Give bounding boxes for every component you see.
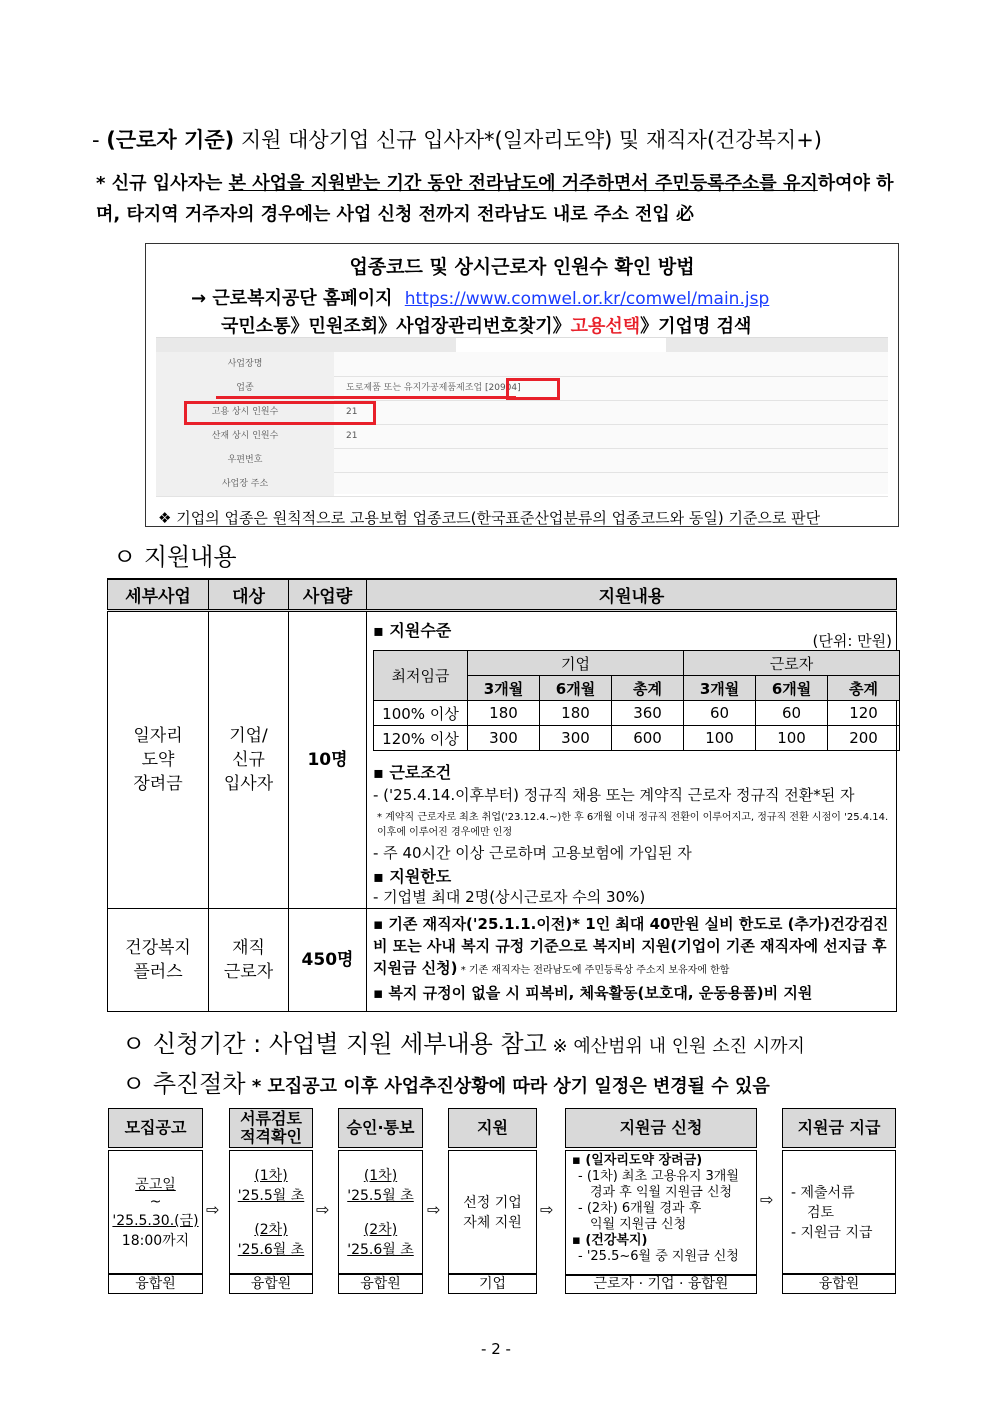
body-line: (2차) [254,1222,288,1238]
arrow-icon: ⇨ [316,1200,330,1219]
company-6m: 6개월 [540,676,612,701]
condition-title: ▪ 근로조건 [373,763,452,782]
project-job-leap: 일자리 도약 장려금 [108,611,209,909]
step-review-owner: 융합원 [229,1274,313,1294]
row-label: 사업장 주소 [156,472,334,496]
body-line: - (2차) 6개월 경과 후 [578,1201,702,1216]
cell: 180 [540,701,612,726]
body-line: - '25.5~6월 중 지원금 신청 [578,1249,739,1264]
health-item-1 [373,913,892,982]
cell: 300 [468,726,540,751]
arrow-icon: ⇨ [206,1200,220,1219]
condition-2: - 주 40시간 이상 근로하며 고용보험에 가입된 자 [373,844,692,862]
cell: 100 [756,726,828,751]
job-leap-content [367,611,897,909]
cell: 100 [684,726,756,751]
body-line: (2차) [363,1222,398,1238]
row-label: 고용 상시 인원수 [156,400,334,424]
period-main: ㅇ 신청기간 : 사업별 지원 세부내용 참고 [122,1030,547,1058]
resident-note [96,168,916,230]
intro-rest: 지원 대상기업 신규 입사자*(일자리도약) 및 재직자(건강복지+) [234,128,822,152]
step-approval-head: 승인·통보 [338,1108,423,1148]
target-new-hire: 기업/ 신규 입사자 [209,611,289,909]
note-star: * [96,173,106,194]
limit-title: ▪ 지원한도 [373,867,452,886]
row-label: 사업장명 [156,352,334,376]
min-wage-header: 최저임금 [374,651,468,701]
step-recruit-owner: 융합원 [108,1274,203,1294]
screenshot-header [156,338,888,352]
screenshot-row [156,472,888,497]
period-note: ※ 예산범위 내 인원 소진 시까지 [546,1036,805,1057]
step-approval-body [338,1150,423,1274]
condition-1: - ('25.4.14.이후부터) 정규직 채용 또는 계약직 근로자 정규직 전환*된 자 [373,786,855,804]
header-project: 세부사업 [108,579,209,611]
industry-code-info-box [145,243,899,527]
company-total: 총계 [612,676,684,701]
worker-total: 총계 [828,676,900,701]
limit-1: - 기업별 최대 2명(상시근로자 수의 30%) [373,888,646,906]
row-value: 도로제품 또는 유지가공제품제조업 [20904] [346,383,521,393]
intro-bold: (근로자 기준) [106,128,235,152]
worker-6m: 6개월 [756,676,828,701]
path-highlight: 고용선택 [570,316,641,337]
cell: 300 [540,726,612,751]
cell: 180 [468,701,540,726]
cell: 100% 이상 [374,701,468,726]
note-text-a: 신규 입사자는 [105,173,229,194]
step-payment-head: 지원금 지급 [782,1108,896,1148]
screenshot-example [156,337,888,494]
step-support-head: 지원 [448,1108,537,1148]
body-line: '25.5.30.(금) [112,1213,199,1229]
worker-3m: 3개월 [684,676,756,701]
section-process [122,1064,770,1099]
intro-line [92,124,822,154]
screenshot-row [156,424,888,449]
homepage-label: → 근로복지공단 홈페이지 [191,288,393,309]
body-line: 18:00까지 [121,1233,190,1249]
info-box-note: ❖ 기업의 업종은 원칙적으로 고용보험 업종코드(한국표준산업분류의 업종코드와 동일) 기준으로 판단 [158,509,821,527]
step-approval-owner: 융합원 [338,1274,423,1294]
body-line: (1차) [254,1168,288,1184]
step-apply-owner: 근로자 · 기업 · 융합원 [565,1274,757,1294]
unit-label: (단위: 만원) [812,632,892,650]
body-line: 경과 후 익월 지원금 신청 [590,1185,733,1200]
cell: 120% 이상 [374,726,468,751]
table-row [374,726,900,751]
arrow-icon: ⇨ [540,1200,554,1219]
screenshot-row [156,352,888,377]
body-line: ~ [149,1194,162,1210]
body-line: - 지원금 지급 [791,1225,873,1241]
step-recruit-head: 모집공고 [108,1108,203,1148]
amount-450: 450명 [289,909,367,1012]
info-box-path [221,312,751,338]
dash: - [92,128,107,152]
cell: 60 [756,701,828,726]
body-line: 익월 지원금 신청 [590,1217,687,1232]
step-review-head: 서류검토 적격확인 [229,1108,313,1148]
body-line: 자체 지원 [463,1215,522,1231]
section-support-title: ㅇ 지원내용 [113,543,237,571]
level-title: ▪ 지원수준 [373,621,452,640]
health-item-1-text: ▪ 기존 재직자('25.1.1.이전)* 1인 최대 40만원 실비 한도로 (추가)건강검진비 또는 사내 복지 규정 기준으로 복지비 지원(기업이 기존 재직자에 선지급 후 지원금 신청) [373,915,889,977]
info-box-title: 업종코드 및 상시근로자 인원수 확인 방법 [349,256,695,278]
row-value: 21 [346,407,358,417]
cell: 600 [612,726,684,751]
path-a: 국민소통》민원조회》사업장관리번호찾기》 [221,316,571,337]
path-b: 》기업명 검색 [640,316,752,337]
company-3m: 3개월 [468,676,540,701]
info-box-homepage [191,284,769,310]
body-line: '25.6월 초 [237,1242,305,1258]
body-line: ▪ (건강복지) [572,1233,648,1248]
target-employees: 재직 근로자 [209,909,289,1012]
row-label: 산재 상시 인원수 [156,424,334,448]
page-number: - 2 - [481,1340,511,1358]
cell: 200 [828,726,900,751]
comwel-link[interactable]: https://www.comwel.or.kr/comwel/main.jsp [404,289,770,309]
step-apply-body [565,1150,757,1276]
cell: 60 [684,701,756,726]
condition-note: * 계약직 근로자로 최초 취업('23.12.4.~)한 후 6개월 이내 정규직 전환이 이루어지고, 정규직 전환 시점이 '25.4.14.이후에 이루어진 경우에만 인정 [377,812,889,838]
header-amount: 사업량 [289,579,367,611]
header-content: 지원내용 [367,579,897,611]
process-note: * 모집공고 이후 사업추진상황에 따라 상기 일정은 변경될 수 있음 [245,1076,770,1097]
step-payment-body [782,1150,896,1274]
health-item-2: ▪ 복지 규정이 없을 시 피복비, 체육활동(보호대, 운동용품)비 지원 [373,984,813,1002]
step-review-body [229,1150,313,1274]
body-line: 공고일 [135,1177,176,1193]
table-row [374,701,900,726]
body-line: '25.5월 초 [237,1188,305,1204]
step-support-body [448,1150,537,1274]
health-item-1-note: * 기존 재직자는 전라남도에 주민등록상 주소지 보유자에 한함 [457,965,730,976]
health-welfare-content [367,909,897,1012]
body-line: '25.5월 초 [347,1188,414,1204]
row-value: 21 [346,431,358,441]
support-level-table [373,650,900,751]
company-header: 기업 [468,651,684,676]
row-label: 우편번호 [156,448,334,472]
screenshot-row [156,448,888,473]
body-line: 검토 [807,1205,835,1221]
body-line: - (1차) 최초 고용유지 3개월 [578,1169,739,1184]
section-period [122,1024,805,1059]
note-text-b: 하여야 하며, 타지역 거주자의 경우에는 사업 신청 전까지 전라남도 내로 주소 전입 必 [96,173,894,225]
cell: 360 [612,701,684,726]
body-line: (1차) [363,1168,398,1184]
body-line: ▪ (일자리도약 장려금) [572,1153,703,1168]
industry-code-highlight [506,378,560,400]
arrow-icon: ⇨ [760,1190,774,1209]
process-main: ㅇ 추진절차 [122,1070,246,1098]
note-underlined: 본 사업을 지원받는 기간 동안 전라남도에 거주하면서 주민등록주소를 유지 [228,173,818,194]
highlight-underline [216,396,516,399]
row-label: 업종 [156,376,334,400]
body-line: - 제출서류 [791,1185,855,1201]
amount-10: 10명 [289,611,367,909]
worker-header: 근로자 [684,651,900,676]
arrow-icon: ⇨ [427,1200,441,1219]
project-health-welfare: 건강복지 플러스 [108,909,209,1012]
body-line: '25.6월 초 [347,1242,414,1258]
header-target: 대상 [209,579,289,611]
step-support-owner: 기업 [448,1274,537,1294]
support-table [107,578,897,1012]
step-recruit-body [108,1150,203,1274]
employee-count-highlight [184,401,376,425]
step-apply-head: 지원금 신청 [565,1108,757,1148]
body-line: 선정 기업 [463,1195,522,1211]
cell: 120 [828,701,900,726]
step-payment-owner: 융합원 [782,1274,896,1294]
